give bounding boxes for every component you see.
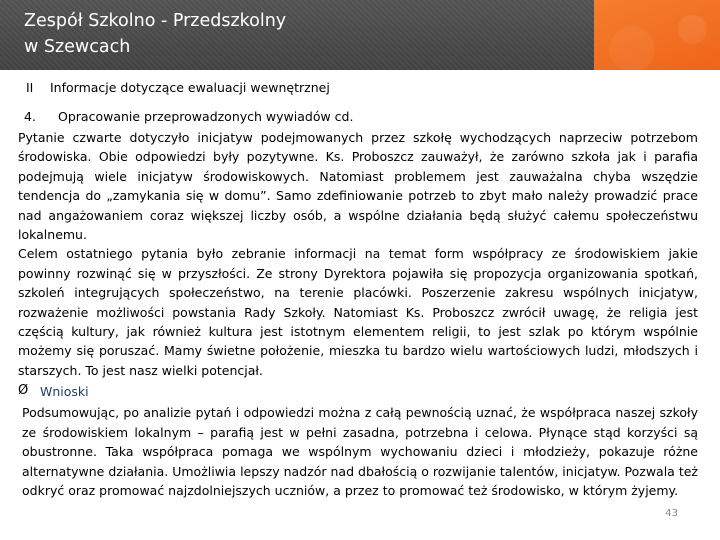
slide-title [24,8,544,60]
arrow-bullet-icon: Ø [18,383,29,399]
slide-title-line-2: w Szewcach [24,37,131,57]
orange-accent-block [594,0,720,70]
section-heading [18,76,698,98]
conclusions-bullet [18,381,698,403]
paragraph-summary: Podsumowując, po analizie pytań i odpowiedzi można z całą pewnością uznać, że współpraca naszej szkoły ze środowiskiem lokalnym – parafią jest w pełni zasadna, potrzebna i celowa. Płynące stąd korzyści są obustronne. Taka współpraca pomaga we wspólnym wychowaniu dzieci i młodzieży, pokazuje różne alternatywne działania. Umożliwia lepszy nadzór nad dbałością o rozwijanie talentów, inicjatyw. Pozwala też odkryć oraz promować najzdolniejszych uczniów, a przez to promować też środowisko, w którym żyjemy. [22,405,698,498]
paragraph-question-four: Pytanie czwarte dotyczyło inicjatyw podejmowanych przez szkołę wychodzących naprzeciw potrzebom środowiska. Obie odpowiedzi były pozytywne. Ks. Proboszcz zauważył, że zarówno szkoła jak i parafia podejmują wiele inicjatyw środowiskowych. Natomiast problemem jest zauważalna chyba wszędzie tendencja do „zamykania się w domu”. Samo zdefiniowanie potrzeb to zbyt mało należy prowadzić prace nad angażowaniem coraz większej liczby osób, a wspólne działania będą służyć całemu społeczeństwu lokalnemu. [18,130,698,243]
conclusions-label: Wnioski [40,384,89,400]
paragraph-last-question: Celem ostatniego pytania było zebranie informacji na temat form współpracy ze środowiskiem jakie powinny rozwinąć się w przyszłości. Ze strony Dyrektora pojawiła się propozycja organizowania spotkań, szkoleń integrujących społeczeństwo, na terenie placówki. Poszerzenie zakresu wspólnych inicjatyw, rozważenie możliwości powstania Rady Szkoły. Natomiast Ks. Proboszcz zwrócił uwagę, że religia jest częścią kultury, jak również kultura jest istotnym elementem religii, to jest szlak po którym wspólnie możemy się poruszać. Mamy świetne położenie, mieszka tu bardzo wielu wartościowych ludzi, młodszych i starszych. To jest nasz wielki potencjał. [18,246,698,378]
subsection-heading [18,104,698,128]
section-number: II [26,80,34,95]
slide-title-line-1: Zespół Szkolno - Przedszkolny [24,11,287,31]
subsection-title: Opracowanie przeprowadzonych wywiadów cd. [58,109,354,124]
section-title: Informacje dotyczące ewaluacji wewnętrznej [50,80,330,95]
slide-content [18,76,698,500]
page-number: 43 [665,508,678,519]
subsection-number: 4. [24,109,36,124]
slide-header [0,0,720,70]
